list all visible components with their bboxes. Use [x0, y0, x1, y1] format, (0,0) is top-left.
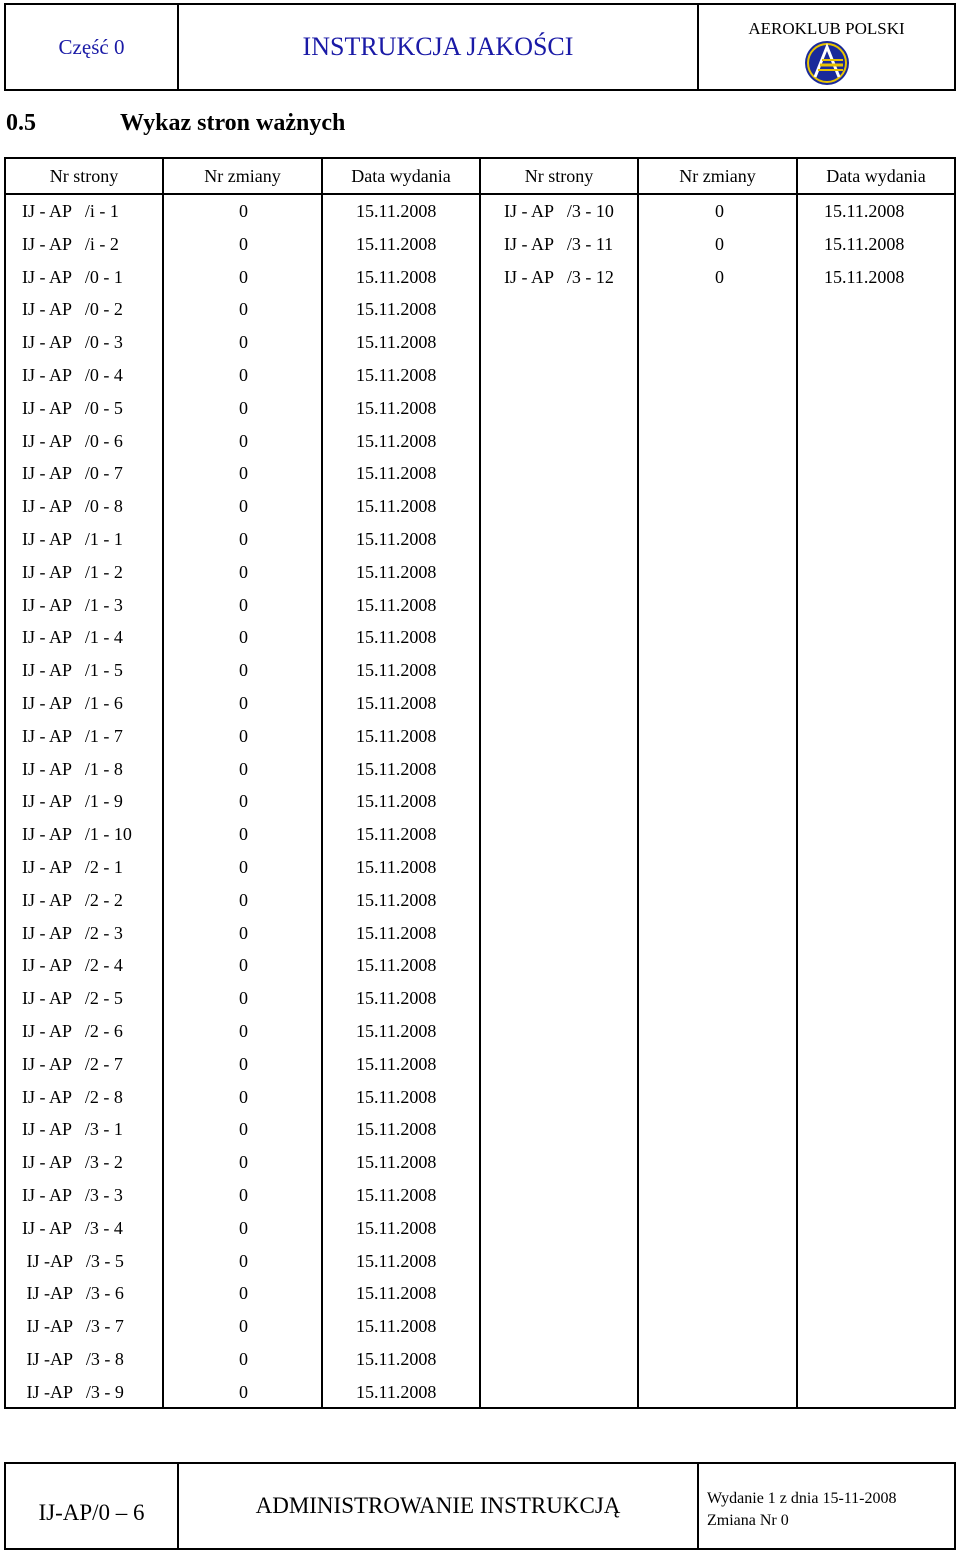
column-header-page-2: Nr strony [524, 166, 594, 186]
change-cell: 0 [239, 1185, 248, 1205]
change-cell: 0 [239, 791, 248, 812]
column-header-change: Nr zmiany [204, 166, 281, 186]
footer-title [179, 1464, 699, 1548]
date-cell: 15.11.2008 [356, 299, 437, 320]
section-number: 0.5 [6, 110, 36, 136]
date-cell: 15.11.2008 [356, 496, 437, 517]
change-cell: 0 [239, 365, 248, 385]
change-cell: 0 [239, 660, 248, 681]
column-header-change-2: Nr zmiany [679, 166, 756, 186]
date-cell: 15.11.2008 [824, 201, 905, 221]
page-cell: IJ - AP /3 - 2 [22, 1152, 123, 1173]
change-cell: 0 [239, 955, 248, 976]
page-cell: IJ - AP /3 - 10 [504, 201, 614, 221]
page-cell: IJ - AP /i - 1 [22, 201, 119, 221]
change-cell: 0 [239, 299, 248, 320]
change-cell: 0 [239, 397, 248, 418]
header-title [179, 5, 699, 89]
date-cell: 15.11.2008 [356, 693, 437, 713]
page-cell: IJ - AP /3 - 1 [22, 1119, 123, 1140]
date-cell: 15.11.2008 [356, 1381, 437, 1402]
date-cell: 15.11.2008 [356, 758, 437, 779]
date-cell: 15.11.2008 [356, 430, 437, 451]
change-cell: 0 [239, 561, 248, 582]
change-cell: 0 [239, 1283, 248, 1304]
date-cell: 15.11.2008 [356, 266, 437, 287]
page-cell: IJ - AP /i - 2 [22, 233, 119, 254]
change-cell: 0 [239, 988, 248, 1009]
footer-title-label: ADMINISTROWANIE INSTRUKCJĄ [255, 1493, 621, 1518]
page-cell: IJ - AP /1 - 7 [22, 725, 123, 746]
header-title-label: INSTRUKCJA JAKOŚCI [302, 32, 574, 61]
change-cell: 0 [239, 430, 248, 451]
change-cell: 0 [239, 1152, 248, 1173]
aeroklub-logo-icon [803, 39, 851, 87]
change-cell: 0 [239, 201, 248, 221]
date-cell: 15.11.2008 [824, 233, 905, 254]
change-cell: 0 [239, 1349, 248, 1369]
date-cell: 15.11.2008 [356, 889, 437, 910]
change-cell: 0 [239, 594, 248, 615]
date-cell: 15.11.2008 [356, 627, 437, 648]
change-cell: 0 [239, 233, 248, 254]
section-heading [6, 110, 345, 137]
date-cell: 15.11.2008 [356, 529, 437, 549]
change-cell: 0 [239, 1217, 248, 1238]
date-cell: 15.11.2008 [356, 791, 437, 812]
date-cell: 15.11.2008 [356, 725, 437, 746]
change-cell: 0 [239, 758, 248, 779]
column-header-date-2: Data wydania [826, 166, 926, 186]
change-cell: 0 [239, 266, 248, 287]
page-cell: IJ - AP /3 - 11 [504, 233, 614, 254]
date-cell: 15.11.2008 [356, 1316, 437, 1337]
change-cell: 0 [239, 496, 248, 517]
change-cell: 0 [715, 266, 724, 287]
change-cell: 0 [239, 824, 248, 845]
date-cell: 15.11.2008 [356, 1119, 437, 1140]
date-cell: 15.11.2008 [356, 1021, 437, 1041]
page-cell: IJ - AP /1 - 4 [22, 627, 123, 648]
date-cell: 15.11.2008 [356, 1086, 437, 1107]
page-cell: IJ -AP /3 - 8 [22, 1349, 124, 1369]
date-cell: 15.11.2008 [356, 594, 437, 615]
change-cell: 0 [715, 233, 724, 254]
date-cell: 15.11.2008 [356, 1217, 437, 1238]
page-cell: IJ - AP /1 - 6 [22, 693, 123, 713]
page-cell: IJ -AP /3 - 7 [22, 1316, 124, 1337]
date-cell: 15.11.2008 [356, 1185, 437, 1205]
date-cell: 15.11.2008 [356, 1053, 437, 1074]
page-cell: IJ - AP /1 - 2 [22, 561, 123, 582]
change-cell: 0 [239, 693, 248, 713]
header-part [6, 5, 179, 89]
page-cell: IJ - AP /3 - 3 [22, 1185, 123, 1205]
change-cell: 0 [239, 463, 248, 484]
change-cell: 0 [239, 922, 248, 943]
organization-name: AEROKLUB POLSKI [748, 19, 905, 38]
page-cell: IJ - AP /1 - 5 [22, 660, 123, 681]
change-cell: 0 [239, 332, 248, 353]
date-cell: 15.11.2008 [356, 561, 437, 582]
page-cell: IJ - AP /2 - 8 [22, 1086, 123, 1107]
page-cell: IJ - AP /1 - 9 [22, 791, 123, 812]
date-cell: 15.11.2008 [356, 332, 437, 353]
page-cell: IJ - AP /2 - 6 [22, 1021, 123, 1041]
header-part-label: Część 0 [58, 34, 125, 59]
change-cell: 0 [239, 1250, 248, 1271]
valid-pages-table [4, 157, 956, 1409]
date-cell: 15.11.2008 [356, 824, 437, 845]
page-cell: IJ - AP /2 - 1 [22, 857, 123, 877]
date-cell: 15.11.2008 [356, 365, 437, 385]
page-cell: IJ - AP /3 - 4 [22, 1217, 123, 1238]
page-cell: IJ - AP /2 - 5 [22, 988, 123, 1009]
page-cell: IJ - AP /0 - 7 [22, 463, 123, 484]
page-cell: IJ - AP /1 - 3 [22, 594, 123, 615]
page-cell: IJ - AP /1 - 10 [22, 824, 132, 845]
date-cell: 15.11.2008 [356, 233, 437, 254]
change-cell: 0 [239, 1381, 248, 1402]
page-cell: IJ - AP /0 - 8 [22, 496, 123, 517]
change-cell: 0 [239, 857, 248, 877]
page-cell: IJ - AP /2 - 2 [22, 889, 123, 910]
section-title: Wykaz stron ważnych [120, 110, 346, 136]
page-cell: IJ - AP /1 - 1 [22, 529, 123, 549]
page-cell: IJ - AP /2 - 7 [22, 1053, 123, 1074]
date-cell: 15.11.2008 [356, 463, 437, 484]
date-cell: 15.11.2008 [356, 922, 437, 943]
date-cell: 15.11.2008 [356, 1250, 437, 1271]
page-cell: IJ - AP /0 - 6 [22, 430, 123, 451]
change-cell: 0 [239, 725, 248, 746]
page-header [4, 3, 956, 91]
page-cell: IJ - AP /1 - 8 [22, 758, 123, 779]
page-cell: IJ -AP /3 - 5 [22, 1250, 124, 1271]
change-cell: 0 [239, 529, 248, 549]
page-cell: IJ - AP /2 - 3 [22, 922, 123, 943]
page-cell: IJ - AP /0 - 5 [22, 397, 123, 418]
column-header-page: Nr strony [49, 166, 119, 186]
page-cell: IJ -AP /3 - 9 [22, 1381, 124, 1402]
footer-page [6, 1464, 179, 1548]
page-cell: IJ - AP /0 - 1 [22, 266, 123, 287]
date-cell: 15.11.2008 [356, 397, 437, 418]
date-cell: 15.11.2008 [356, 988, 437, 1009]
date-cell: 15.11.2008 [356, 955, 437, 976]
page-cell: IJ - AP /2 - 4 [22, 955, 123, 976]
date-cell: 15.11.2008 [356, 201, 437, 221]
change-cell: 0 [239, 1119, 248, 1140]
page-cell: IJ - AP /0 - 3 [22, 332, 123, 353]
change-cell: 0 [239, 1086, 248, 1107]
date-cell: 15.11.2008 [356, 1349, 437, 1369]
date-cell: 15.11.2008 [356, 857, 437, 877]
change-cell: 0 [239, 1053, 248, 1074]
date-cell: 15.11.2008 [356, 1152, 437, 1173]
footer-edition [699, 1464, 954, 1548]
change-cell: 0 [239, 889, 248, 910]
change-cell: 0 [239, 627, 248, 648]
header-organization [699, 5, 954, 89]
footer-page-number: IJ-AP/0 – 6 [38, 1500, 145, 1525]
change-cell: 0 [239, 1316, 248, 1337]
page-cell: IJ - AP /0 - 2 [22, 299, 123, 320]
date-cell: 15.11.2008 [824, 266, 905, 287]
page-cell: IJ -AP /3 - 6 [22, 1283, 124, 1304]
change-cell: 0 [239, 1021, 248, 1041]
edition-label: Wydanie 1 z dnia 15-11-2008 [707, 1490, 897, 1507]
date-cell: 15.11.2008 [356, 660, 437, 681]
date-cell: 15.11.2008 [356, 1283, 437, 1304]
change-cell: 0 [715, 201, 724, 221]
change-label: Zmiana Nr 0 [707, 1512, 789, 1529]
column-header-date: Data wydania [351, 166, 451, 186]
page-cell: IJ - AP /3 - 12 [504, 266, 614, 287]
page-cell: IJ - AP /0 - 4 [22, 365, 123, 385]
page-footer [4, 1462, 956, 1550]
